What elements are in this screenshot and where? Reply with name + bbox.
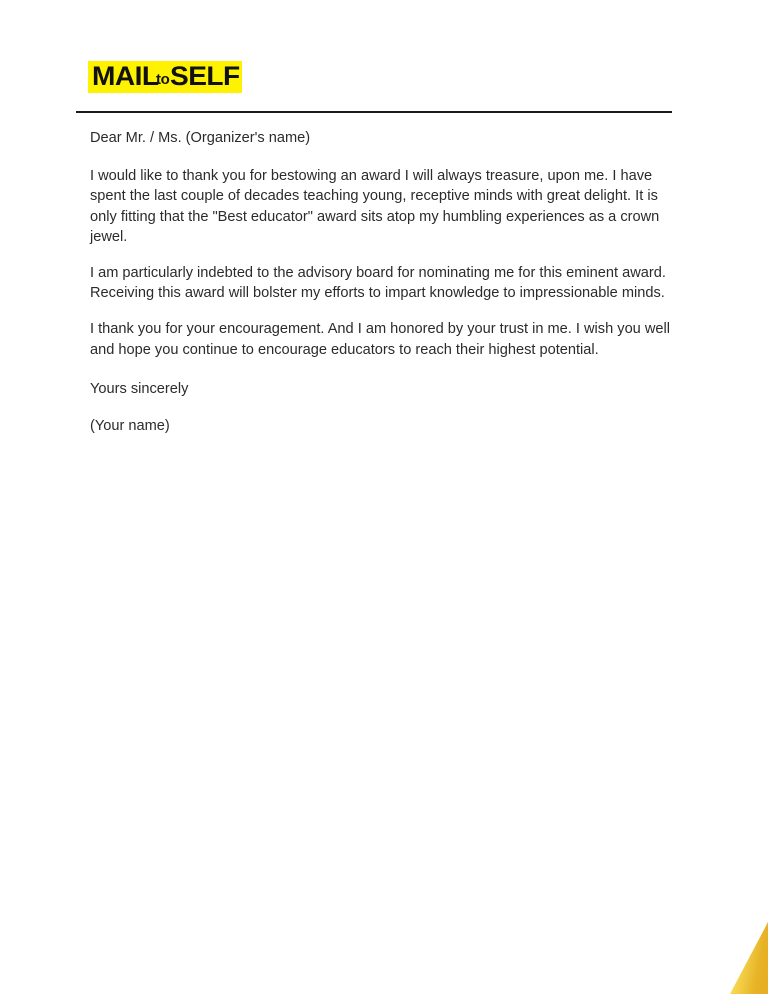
logo-text-self: SELF bbox=[169, 61, 240, 91]
letter-signature: (Your name) bbox=[90, 418, 170, 435]
letter-paragraph-1: I would like to thank you for bestowing an award I will always treasure, upon me. I have spent the last couple of decades teaching young, receptive minds with great delight. It is only fitting that the "Best educator" award sits atop my humbling experiences as a crown jewel. bbox=[90, 168, 660, 245]
logo-text-mail: MAIL bbox=[92, 61, 159, 91]
letter-closing: Yours sincerely bbox=[90, 380, 189, 397]
letter-salutation: Dear Mr. / Ms. (Organizer's name) bbox=[90, 130, 311, 146]
mailtoself-logo[interactable] bbox=[88, 61, 242, 93]
letter-body bbox=[90, 128, 680, 436]
logo-text-to: to bbox=[155, 71, 170, 88]
letter-paragraph-3: I thank you for your encouragement. And I am honored by your trust in me. I wish you well and hope you continue to encourage educators to reach their highest potential. bbox=[90, 321, 670, 358]
letterhead bbox=[88, 62, 242, 92]
letter-paragraph-2: I am particularly indebted to the advisory board for nominating me for this eminent award. Receiving this award will bolster my efforts to impart knowledge to impressionable minds. bbox=[90, 265, 666, 302]
header-divider bbox=[76, 111, 672, 113]
gold-corner-wedge-icon bbox=[722, 922, 768, 994]
